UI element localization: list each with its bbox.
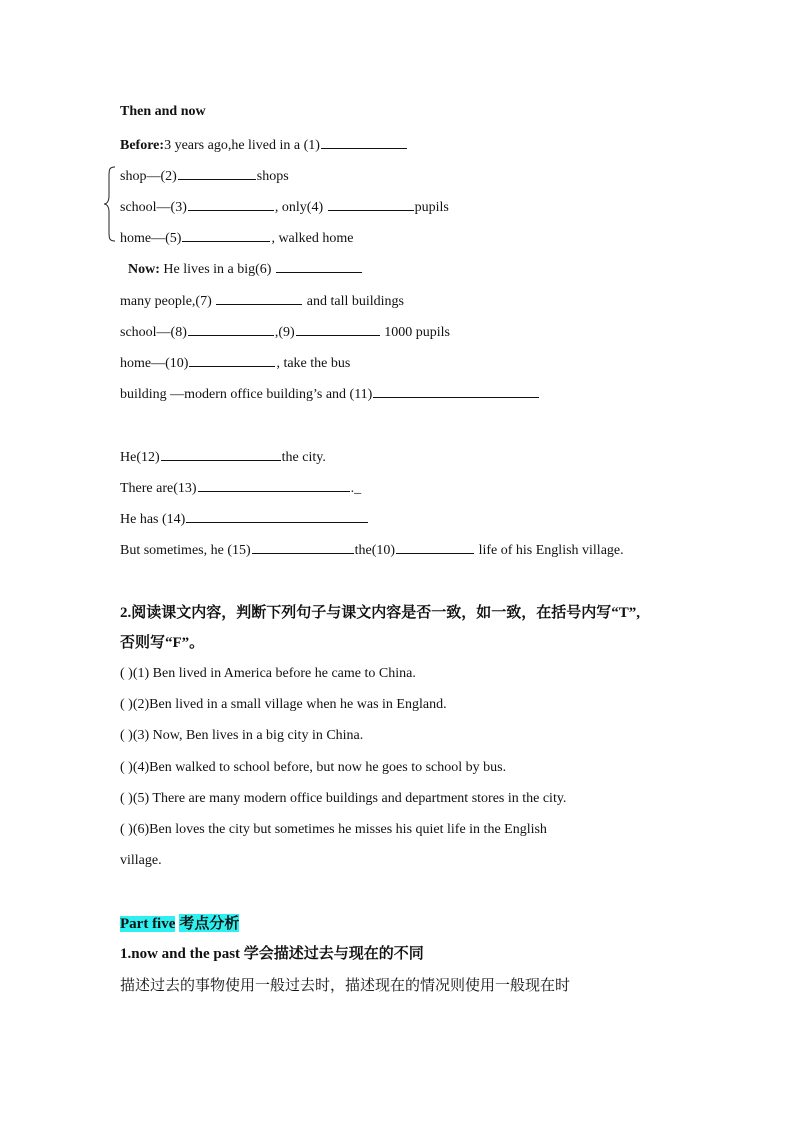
blank-10[interactable] bbox=[189, 353, 275, 367]
school2-text: school—(8) bbox=[120, 325, 187, 340]
he12-text: He(12) bbox=[120, 450, 160, 465]
blank-3[interactable] bbox=[188, 197, 274, 211]
blank-14[interactable] bbox=[186, 509, 368, 523]
school-text: school—(3) bbox=[120, 200, 187, 215]
part-label: Part five bbox=[120, 916, 176, 932]
brace-icon bbox=[103, 166, 117, 242]
now-label: Now: bbox=[128, 262, 160, 277]
list-item: ( )(5) There are many modern office buildings and department stores in the city. bbox=[120, 791, 567, 806]
has-line bbox=[120, 509, 369, 529]
the10-text: the(10) bbox=[354, 543, 396, 558]
school2-line bbox=[120, 322, 450, 342]
section-title: Then and now bbox=[120, 104, 206, 119]
people-line bbox=[120, 291, 404, 311]
blank-6[interactable] bbox=[276, 259, 362, 273]
part-cn-label: 考点分析 bbox=[179, 914, 240, 932]
school-line bbox=[120, 197, 449, 217]
before-text: 3 years ago,he lived in a (1) bbox=[164, 138, 320, 153]
section2-heading-1: 2.阅读课文内容，判断下列句子与课文内容是否一致，如一致，在括号内写“T”, bbox=[120, 605, 641, 621]
list-item: ( )(4)Ben walked to school before, but now he goes to school by bus. bbox=[120, 760, 507, 775]
blank-2[interactable] bbox=[178, 166, 256, 180]
pupils-text: pupils bbox=[414, 200, 449, 215]
blank-1[interactable] bbox=[321, 135, 407, 149]
list-item: ( )(1) Ben lived in America before he came to China. bbox=[120, 666, 416, 681]
shops-text: shops bbox=[256, 169, 289, 184]
blank-11[interactable] bbox=[373, 384, 539, 398]
there-end: ._ bbox=[350, 481, 362, 496]
before-label: Before: bbox=[120, 138, 165, 153]
blank-4[interactable] bbox=[328, 197, 414, 211]
blank-16[interactable] bbox=[396, 540, 474, 554]
tall-buildings-text: and tall buildings bbox=[303, 294, 404, 309]
blank-13[interactable] bbox=[198, 478, 350, 492]
now-text: He lives in a big(6) bbox=[159, 262, 275, 277]
list-item: ( )(3) Now, Ben lives in a big city in China. bbox=[120, 728, 364, 743]
home-line bbox=[120, 228, 353, 248]
section2-heading-2: 否则写“F”。 bbox=[120, 635, 205, 651]
has-text: He has (14) bbox=[120, 512, 186, 527]
shop-line bbox=[120, 166, 289, 186]
village-text: life of his English village. bbox=[475, 543, 624, 558]
home2-text: home—(10) bbox=[120, 356, 189, 371]
pupils-count-text: 1000 pupils bbox=[380, 325, 450, 340]
people-text: many people,(7) bbox=[120, 294, 216, 309]
point-1-desc: 描述过去的事物使用一般过去时，描述现在的情况则使用一般现在时 bbox=[120, 976, 571, 994]
building-line bbox=[120, 384, 540, 404]
list-item: ( )(2)Ben lived in a small village when he was in England. bbox=[120, 697, 447, 712]
city-text: the city. bbox=[281, 450, 326, 465]
blank-5[interactable] bbox=[182, 228, 270, 242]
bus-text: , take the bus bbox=[276, 356, 351, 371]
there-line bbox=[120, 478, 361, 498]
only-text: , only(4) bbox=[274, 200, 327, 215]
blank-15[interactable] bbox=[252, 540, 354, 554]
but-line bbox=[120, 540, 624, 560]
home-text: home—(5) bbox=[120, 231, 182, 246]
blank-12[interactable] bbox=[161, 447, 281, 461]
point-1: 1.now and the past 学会描述过去与现在的不同 bbox=[120, 946, 424, 962]
now-line bbox=[128, 259, 363, 279]
shop-text: shop—(2) bbox=[120, 169, 177, 184]
blank-9[interactable] bbox=[296, 322, 380, 336]
there-text: There are(13) bbox=[120, 481, 197, 496]
part-five-heading bbox=[120, 914, 239, 933]
home2-line bbox=[120, 353, 350, 373]
but-text: But sometimes, he (15) bbox=[120, 543, 251, 558]
blank-7[interactable] bbox=[216, 291, 302, 305]
he12-line bbox=[120, 447, 326, 467]
list-item: ( )(6)Ben loves the city but sometimes he misses his quiet life in the English bbox=[120, 822, 547, 837]
building-text: building —modern office building’s and (11) bbox=[120, 387, 373, 402]
blank-8[interactable] bbox=[188, 322, 274, 336]
school2-sep: ,(9) bbox=[274, 325, 295, 340]
walked-text: , walked home bbox=[271, 231, 354, 246]
before-line bbox=[120, 135, 408, 155]
list-item: village. bbox=[120, 853, 162, 868]
